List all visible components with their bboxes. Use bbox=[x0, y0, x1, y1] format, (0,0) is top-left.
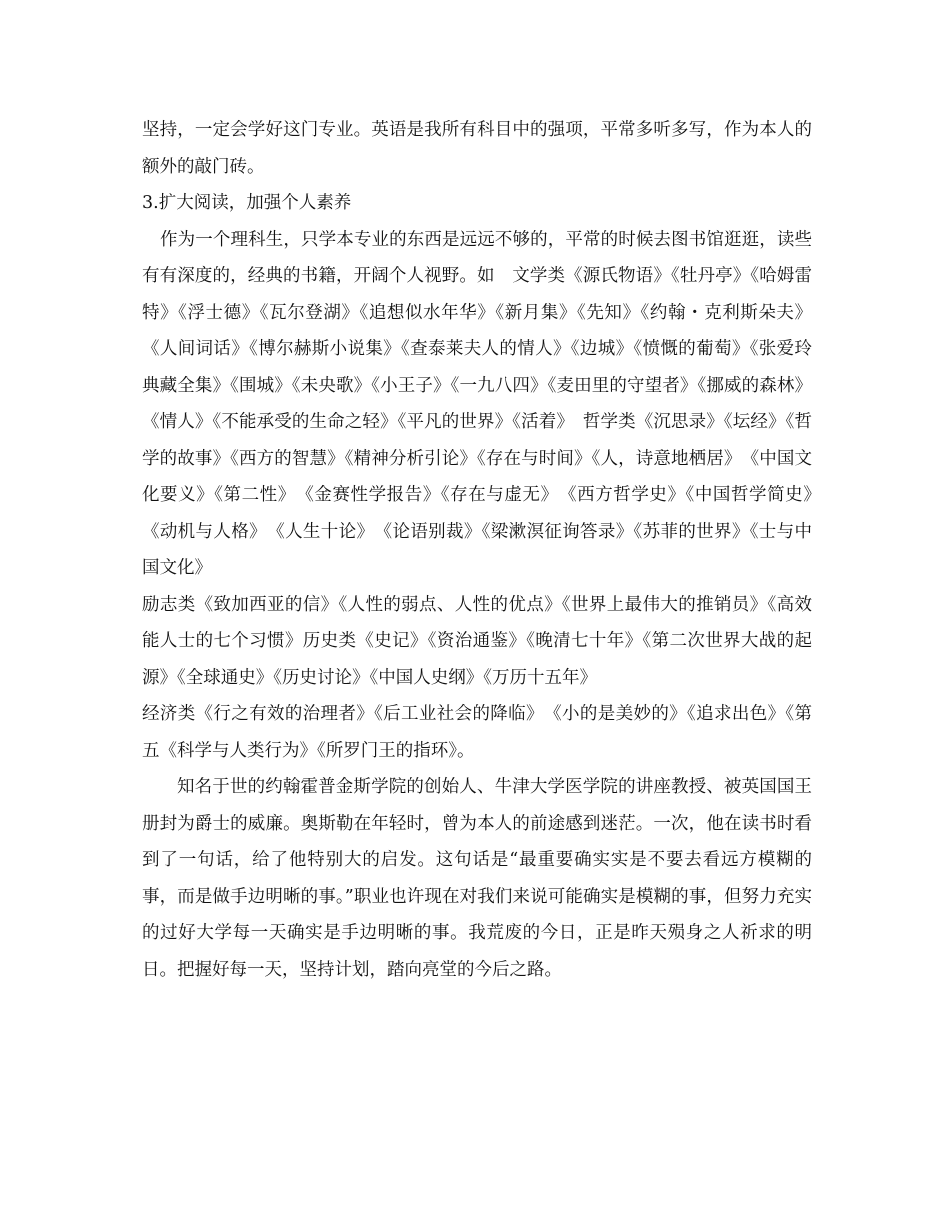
paragraph-reading-list: 作为一个理科生，只学本专业的东西是远远不够的，平常的时候去图书馆逛逛，读些有有深度的，经典的书籍，开阔个人视野。如 文学类《源氏物语》《牡丹亭》《哈姆雷特》《浮士德》《瓦尔登湖》《追想似水年华》《新月集》《先知》《约翰・克利斯朵夫》《人间词话》《博尔赫斯小说集》《查泰莱夫人的情人》《边城》《愤慨的葡萄》《张爱玲典藏全集》《围城》《未央歌》《小王子》《一九八四》《麦田里的守望者》《挪威的森林》《情人》《不能承受的生命之轻》《平凡的世界》《活着》 哲学类《沉思录》《坛经》《哲学的故事》《西方的智慧》《精神分析引论》《存在与时间》《人，诗意地栖居》 《中国文化要义》《第二性》 《金赛性学报告》《存在与虚无》 《西方哲学史》《中国哲学简史》 《动机与人格》 《人生十论》 《论语别裁》《梁漱溟征询答录》《苏菲的世界》《士与中国文化》 bbox=[142, 229, 830, 578]
paragraph-english-strength: 坚持，一定会学好这门专业。英语是我所有科目中的强项，平常多听多写，作为本人的额外的敲门砖。 bbox=[142, 120, 812, 177]
paragraph-economics: 经济类《行之有效的治理者》《后工业社会的降临》 《小的是美妙的》《追求出色》《第五《科学与人类行为》《所罗门王的指环》。 bbox=[142, 704, 812, 761]
paragraph-osler-story: 知名于世的约翰霍普金斯学院的创始人、牛津大学医学院的讲座教授、被英国国王册封为爵士的威廉。奥斯勒在年轻时，曾为本人的前途感到迷茫。一次，他在读书时看到了一句话，给了他特别大的启发。这句话是“最重要确实实是不要去看远方模糊的事，而是做手边明晰的事。”职业也许现在对我们来说可能确实是模糊的事，但努力充实的过好大学每一天确实是手边明晰的事。我荒废的今日，正是昨天殒身之人祈求的明日。把握好每一天，坚持计划，踏向亮堂的今后之路。 bbox=[142, 777, 812, 980]
paragraph-inspirational-history: 励志类《致加西亚的信》《人性的弱点、人性的优点》《世界上最伟大的推销员》《高效能人士的七个习惯》历史类《史记》《资治通鉴》《晚清七十年》《第二次世界大战的起源》《全球通史》《历史讨论》《中国人史纲》《万历十五年》 bbox=[142, 594, 812, 688]
document-body bbox=[142, 112, 830, 988]
section-heading-reading: 3.扩大阅读，加强个人素养 bbox=[142, 193, 352, 213]
